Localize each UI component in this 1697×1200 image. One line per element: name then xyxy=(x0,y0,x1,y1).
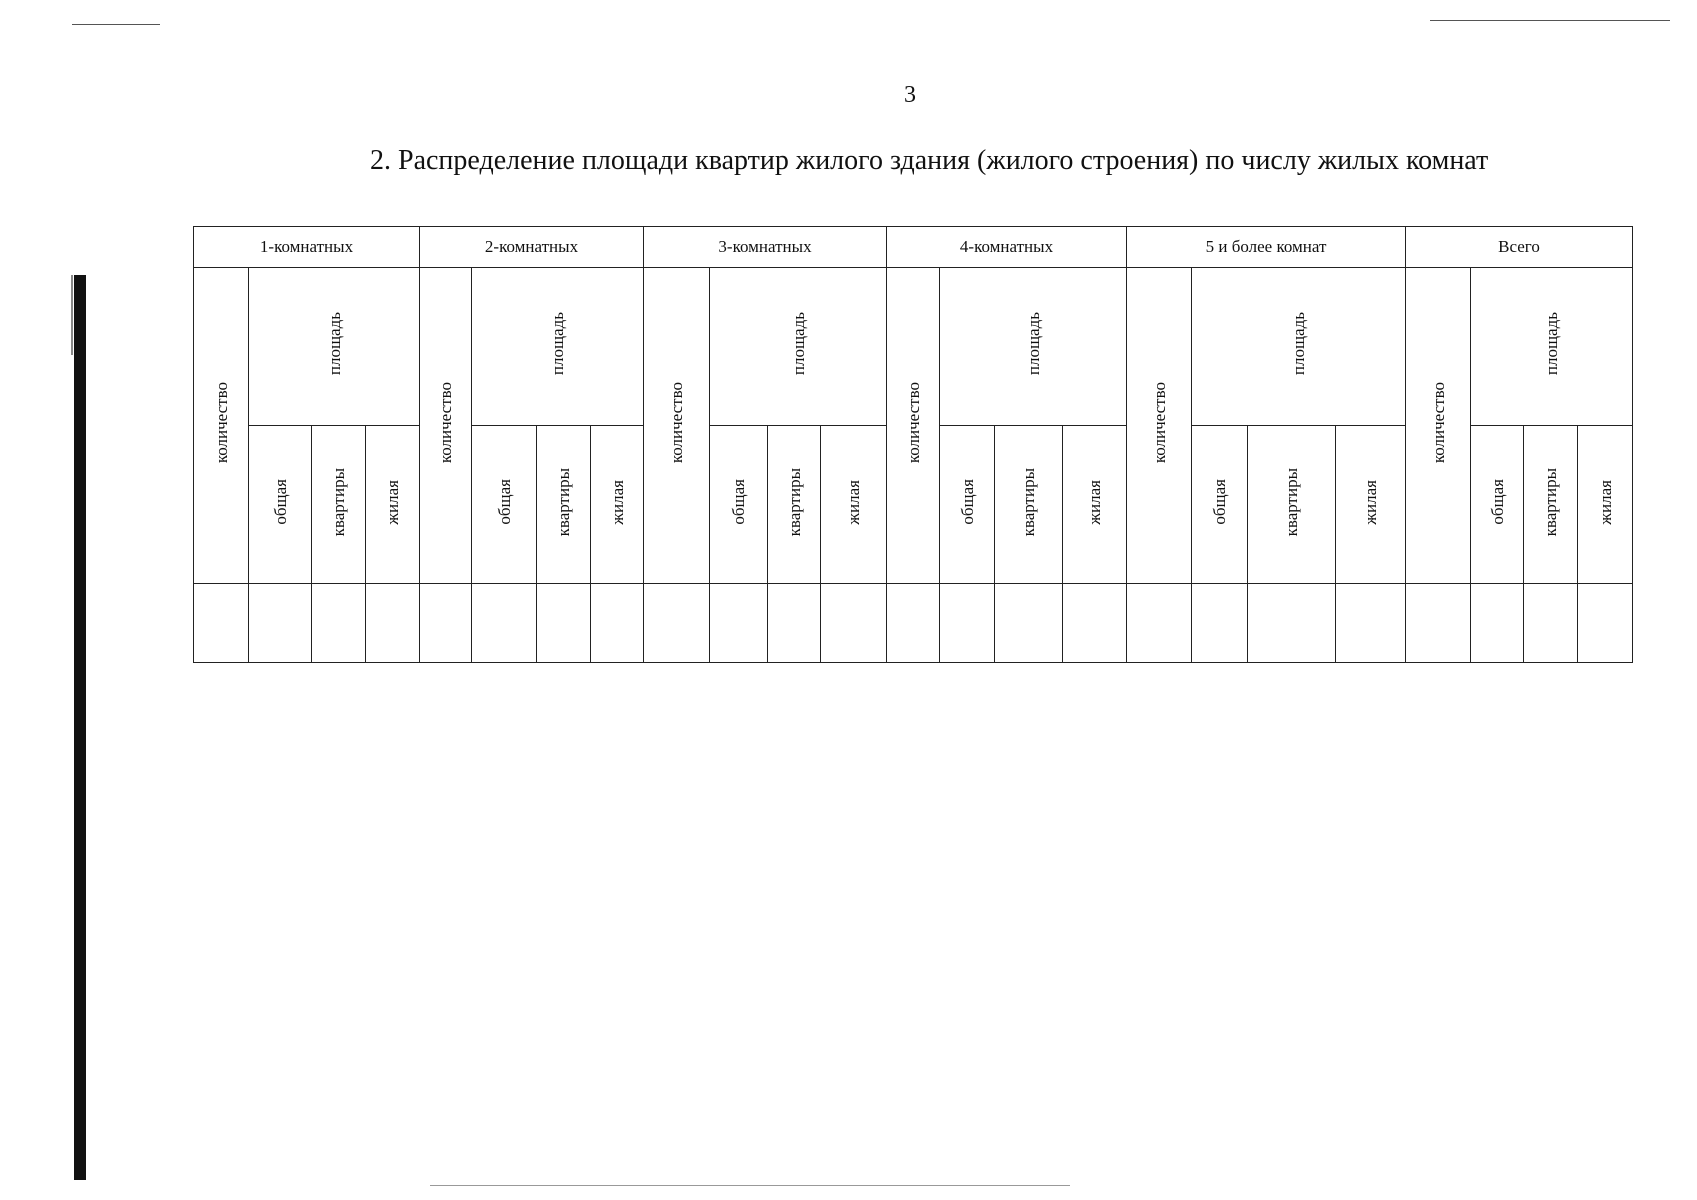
group-header xyxy=(1127,227,1406,268)
subheader-apartment xyxy=(312,426,366,584)
data-cell[interactable] xyxy=(1336,584,1406,663)
data-cell[interactable] xyxy=(644,584,710,663)
area-header-label: площадь xyxy=(788,312,808,376)
area-header-label: площадь xyxy=(1023,312,1043,376)
subheader-living xyxy=(1336,426,1406,584)
subheader-total xyxy=(940,426,995,584)
data-cell[interactable] xyxy=(420,584,472,663)
subheader-apartment xyxy=(768,426,821,584)
subheader-apartment xyxy=(537,426,591,584)
count-header xyxy=(644,268,710,584)
data-cell[interactable] xyxy=(1578,584,1633,663)
data-cell[interactable] xyxy=(312,584,366,663)
subheader-apartment xyxy=(995,426,1063,584)
subheader-apartment-label: квартиры xyxy=(1282,467,1301,537)
subheader-living xyxy=(366,426,420,584)
subheader-apartment-label: квартиры xyxy=(1541,467,1560,537)
subheader-total xyxy=(1192,426,1248,584)
count-header-label: количество xyxy=(667,382,686,464)
subheader-living xyxy=(591,426,644,584)
count-header-label: количество xyxy=(1428,382,1448,464)
scan-edge-top-left xyxy=(72,24,160,25)
subheader-living xyxy=(1578,426,1633,584)
subheader-total xyxy=(249,426,312,584)
data-cell[interactable] xyxy=(249,584,312,663)
subheader-living xyxy=(821,426,887,584)
apartment-area-table xyxy=(193,226,1633,663)
subheader-living-label: жилая xyxy=(607,479,627,525)
group-header-label: 5 и более комнат xyxy=(1205,237,1327,256)
data-cell[interactable] xyxy=(537,584,591,663)
group-header-label: 2-комнатных xyxy=(484,237,579,256)
subheader-apartment-label: квартиры xyxy=(554,467,573,537)
subheader-total-label: общая xyxy=(1210,479,1229,525)
subheader-apartment xyxy=(1248,426,1336,584)
count-header-label: количество xyxy=(211,382,231,464)
group-header-label: 1-комнатных xyxy=(259,237,354,256)
area-header xyxy=(472,268,644,426)
group-header xyxy=(420,227,644,268)
subheader-apartment xyxy=(1524,426,1578,584)
count-header xyxy=(194,268,249,584)
page-title: 2. Распределение площади квартир жилого здания (жилого строения) по числу жилых комнат xyxy=(370,145,1489,176)
count-header-label: количество xyxy=(1149,382,1169,464)
group-header xyxy=(194,227,420,268)
data-cell[interactable] xyxy=(1063,584,1127,663)
subheader-total-label: общая xyxy=(729,479,748,525)
group-header-label: 4-комнатных xyxy=(959,237,1054,256)
area-header-label: площадь xyxy=(548,312,567,376)
data-cell[interactable] xyxy=(887,584,940,663)
subheader-living-label: жилая xyxy=(1361,479,1380,525)
data-cell[interactable] xyxy=(1524,584,1578,663)
subheader-total-label: общая xyxy=(270,479,290,525)
area-header xyxy=(940,268,1127,426)
subheader-living-label: жилая xyxy=(383,479,402,525)
data-cell[interactable] xyxy=(1127,584,1192,663)
data-cell[interactable] xyxy=(366,584,420,663)
count-header xyxy=(420,268,472,584)
group-header xyxy=(887,227,1127,268)
subheader-apartment-label: квартиры xyxy=(784,467,804,537)
count-header-label: количество xyxy=(903,382,923,464)
area-header-label: площадь xyxy=(324,312,344,376)
count-header xyxy=(1127,268,1192,584)
scan-binding-edge xyxy=(74,275,86,1180)
group-header-label: Всего xyxy=(1498,237,1540,256)
scan-edge-bottom xyxy=(430,1185,1070,1186)
subheader-living-label: жилая xyxy=(1085,479,1104,525)
data-cell[interactable] xyxy=(995,584,1063,663)
subheader-total xyxy=(472,426,537,584)
scan-binding-edge-thin xyxy=(71,275,73,355)
group-header-label: 3-комнатных xyxy=(718,237,812,256)
area-header-label: площадь xyxy=(1542,312,1561,376)
count-header-label: количество xyxy=(436,382,455,464)
area-header-label: площадь xyxy=(1289,312,1308,376)
data-cell[interactable] xyxy=(1406,584,1471,663)
data-cell[interactable] xyxy=(472,584,537,663)
count-header xyxy=(887,268,940,584)
subheader-living-label: жилая xyxy=(844,479,863,525)
area-header xyxy=(249,268,420,426)
area-header xyxy=(1471,268,1633,426)
scan-edge-top-right xyxy=(1430,20,1670,21)
subheader-apartment-label: квартиры xyxy=(329,467,348,537)
data-cell[interactable] xyxy=(1248,584,1336,663)
subheader-living xyxy=(1063,426,1127,584)
data-cell[interactable] xyxy=(194,584,249,663)
count-header xyxy=(1406,268,1471,584)
subheader-total-label: общая xyxy=(1487,479,1507,525)
data-cell[interactable] xyxy=(940,584,995,663)
data-cell[interactable] xyxy=(768,584,821,663)
subheader-living-label: жилая xyxy=(1595,479,1615,525)
subheader-total-label: общая xyxy=(494,479,514,525)
page-number: 3 xyxy=(904,82,916,108)
data-cell[interactable] xyxy=(821,584,887,663)
data-cell[interactable] xyxy=(1192,584,1248,663)
data-cell[interactable] xyxy=(710,584,768,663)
group-header xyxy=(644,227,887,268)
subheader-apartment-label: квартиры xyxy=(1019,467,1038,537)
area-header xyxy=(1192,268,1406,426)
data-cell[interactable] xyxy=(1471,584,1524,663)
subheader-total-label: общая xyxy=(957,479,977,525)
subheader-total xyxy=(710,426,768,584)
subheader-total xyxy=(1471,426,1524,584)
area-header xyxy=(710,268,887,426)
data-cell[interactable] xyxy=(591,584,644,663)
group-header xyxy=(1406,227,1633,268)
